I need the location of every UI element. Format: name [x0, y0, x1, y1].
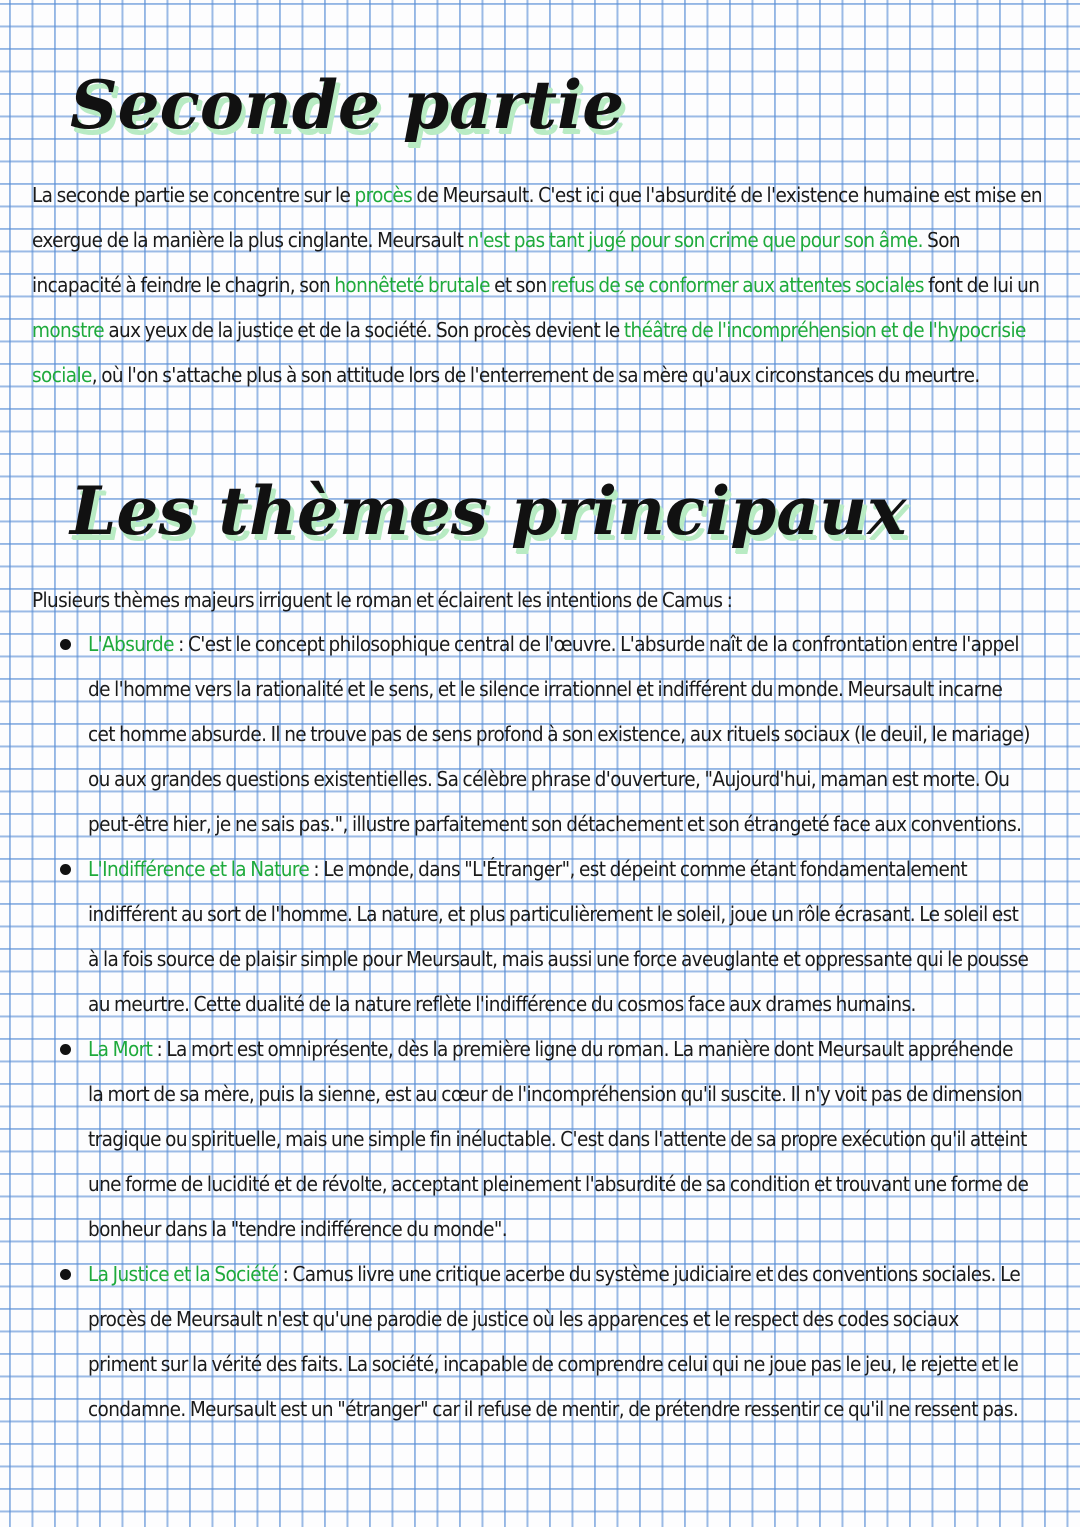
- text-span: aux yeux de la justice et de la société. Son procès devient le: [104, 318, 624, 342]
- highlight-refus: refus de se conformer aux attentes sociales: [550, 273, 924, 297]
- highlight-juge-ame: n'est pas tant jugé pour son crime que pour son âme.: [467, 228, 923, 252]
- seconde-partie-paragraph: [32, 173, 1052, 398]
- bullet-icon: [60, 1044, 71, 1055]
- theme-text: : La mort est omniprésente, dès la première ligne du roman. La manière dont Meursault appréhende la mort de sa mère, puis la sienne, est au cœur de l'incompréhension qu'il suscite. Il n'y voit pas de dimension tragique ou spirituelle, mais une simple fin inéluctable. C'est dans l'attente de sa propre exécution qu'il atteint une forme de lucidité et de révolte, acceptant pleinement l'absurdité de sa condition et trouvant une forme de bonheur dans la "tendre indifférence du monde".: [88, 1037, 1029, 1241]
- text-span: de Meursault. C'est ici que l'absurdité de l'existence humaine est mise en exergue de la manière la plus cinglante. Meursault: [32, 183, 1042, 252]
- bullet-icon: [60, 639, 71, 650]
- theme-text: : C'est le concept philosophique central de l'œuvre. L'absurde naît de la confrontation entre l'appel de l'homme vers la rationalité et le sens, et le silence irrationnel et indifférent du monde. Meursault incarne cet homme absurde. Il ne trouve pas de sens profond à son existence, aux rituels sociaux (le deuil, le mariage) ou aux grandes questions existentielles. Sa célèbre phrase d'ouverture, "Aujourd'hui, maman est morte. Ou peut-être hier, je ne sais pas.", illustre parfaitement son détachement et son étrangeté face aux conventions.: [88, 632, 1030, 836]
- highlight-honnetete: honnêteté brutale: [334, 273, 490, 297]
- theme-text: : Le monde, dans "L'Étranger", est dépeint comme étant fondamentalement indifférent au sort de l'homme. La nature, et plus particulièrement le soleil, joue un rôle écrasant. Le soleil est à la fois source de plaisir simple pour Meursault, mais aussi une force aveuglante et oppressante qui le pousse au meurtre. Cette dualité de la nature reflète l'indifférence du cosmos face aux drames humains.: [88, 857, 1029, 1016]
- section-title-seconde-partie: Seconde partie: [70, 66, 625, 144]
- text-span: Son incapacité à feindre le chagrin, son: [32, 228, 960, 297]
- theme-item-indifference-nature: [60, 847, 1030, 1027]
- theme-name: La Justice et la Société: [88, 1262, 279, 1286]
- section-title-themes-principaux: Les thèmes principaux: [70, 472, 907, 550]
- theme-name: La Mort: [88, 1037, 153, 1061]
- theme-text: : Camus livre une critique acerbe du système judiciaire et des conventions sociales. Le procès de Meursault n'est qu'une parodie de justice où les apparences et le respect des codes sociaux priment sur la vérité des faits. La société, incapable de comprendre celui qui ne joue pas le jeu, le rejette et le condamne. Meursault est un "étranger" car il refuse de mentir, de prétendre ressentir ce qu'il ne ressent pas.: [88, 1262, 1021, 1421]
- text-span: et son: [489, 273, 551, 297]
- text-span: font de lui un: [923, 273, 1040, 297]
- theme-item-justice-societe: [60, 1252, 1030, 1432]
- highlight-monstre: monstre: [32, 318, 105, 342]
- themes-intro: Plusieurs thèmes majeurs irriguent le roman et éclairent les intentions de Camus :: [32, 588, 733, 612]
- bullet-icon: [60, 1269, 71, 1280]
- text-span: La seconde partie se concentre sur le: [32, 183, 355, 207]
- highlight-theatre: théâtre de l'incompréhension et de l'hypocrisie sociale: [32, 318, 1026, 387]
- themes-list: [60, 622, 1030, 1432]
- theme-item-absurde: [60, 622, 1030, 847]
- theme-name: L'Indifférence et la Nature: [88, 857, 310, 881]
- highlight-proces: procès: [354, 183, 413, 207]
- theme-item-mort: [60, 1027, 1030, 1252]
- bullet-icon: [60, 864, 71, 875]
- text-span: , où l'on s'attache plus à son attitude lors de l'enterrement de sa mère qu'aux circonstances du meurtre.: [91, 363, 980, 387]
- theme-name: L'Absurde: [88, 632, 174, 656]
